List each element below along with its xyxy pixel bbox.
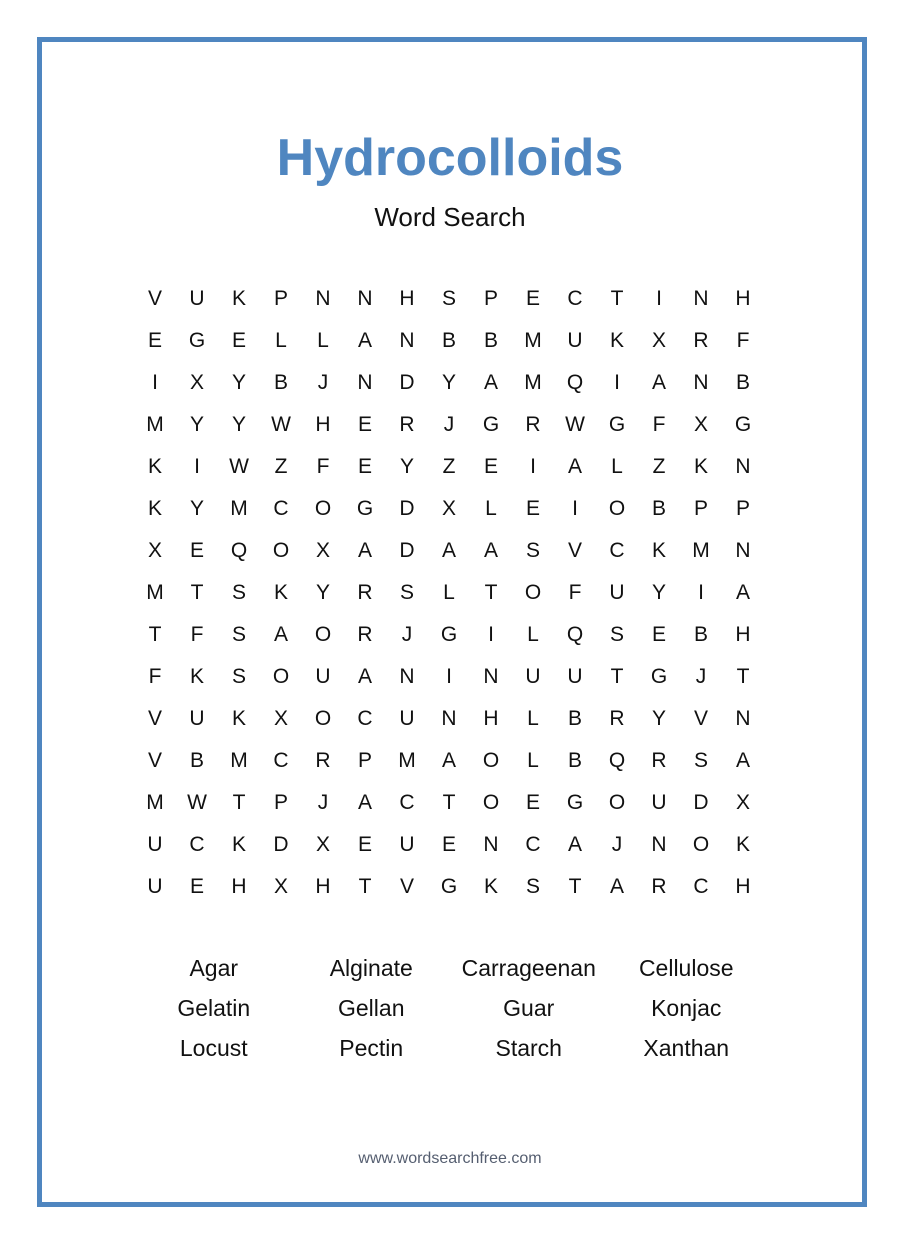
grid-cell[interactable]: K: [651, 539, 666, 562]
grid-cell[interactable]: G: [440, 623, 458, 646]
grid-cell[interactable]: N: [693, 371, 709, 394]
grid-cell[interactable]: E: [483, 455, 498, 478]
grid-cell[interactable]: V: [147, 707, 162, 730]
grid-cell[interactable]: E: [441, 833, 456, 856]
grid-cell[interactable]: N: [399, 329, 415, 352]
grid-cell[interactable]: X: [273, 707, 288, 730]
grid-cell[interactable]: Y: [651, 581, 666, 604]
grid-cell[interactable]: X: [441, 497, 456, 520]
grid-cell[interactable]: X: [651, 329, 666, 352]
word-list-item: Guar: [503, 994, 555, 1021]
grid-cell[interactable]: C: [567, 287, 583, 310]
grid-cell[interactable]: Y: [651, 707, 666, 730]
grid-cell[interactable]: U: [609, 581, 625, 604]
grid-cell[interactable]: N: [483, 833, 499, 856]
grid-cell[interactable]: Y: [189, 413, 204, 436]
word-list-item: Starch: [495, 1034, 562, 1061]
grid-cell[interactable]: B: [693, 623, 708, 646]
grid-cell[interactable]: P: [273, 791, 288, 814]
grid-cell[interactable]: P: [693, 497, 708, 520]
grid-cell[interactable]: X: [147, 539, 162, 562]
grid-cell[interactable]: R: [525, 413, 541, 436]
grid-cell[interactable]: R: [357, 623, 373, 646]
grid-cell[interactable]: L: [527, 623, 539, 646]
word-list-item: Konjac: [651, 994, 722, 1021]
grid-cell[interactable]: W: [271, 413, 291, 436]
grid-cell[interactable]: B: [651, 497, 666, 520]
grid-cell[interactable]: A: [357, 539, 372, 562]
word-list-item: Carrageenan: [461, 954, 596, 981]
grid-cell[interactable]: D: [399, 497, 415, 520]
grid-cell[interactable]: M: [692, 539, 710, 562]
grid-cell[interactable]: V: [567, 539, 582, 562]
word-list-item: Agar: [189, 954, 239, 981]
grid-cell[interactable]: F: [190, 623, 204, 646]
grid-cell[interactable]: I: [530, 455, 536, 478]
grid-cell[interactable]: U: [399, 707, 415, 730]
grid-cell[interactable]: M: [524, 329, 542, 352]
grid-cell[interactable]: V: [693, 707, 708, 730]
grid-cell[interactable]: A: [483, 539, 498, 562]
word-list-item: Cellulose: [638, 954, 734, 981]
grid-cell[interactable]: F: [736, 329, 750, 352]
grid-cell[interactable]: F: [316, 455, 330, 478]
grid-cell[interactable]: B: [273, 371, 288, 394]
grid-cell[interactable]: I: [656, 287, 662, 310]
grid-cell[interactable]: Z: [442, 455, 456, 478]
grid-cell[interactable]: G: [608, 413, 626, 436]
grid-cell[interactable]: T: [442, 791, 456, 814]
grid-cell[interactable]: T: [610, 287, 624, 310]
grid-cell[interactable]: M: [146, 413, 164, 436]
letter-grid: [134, 278, 764, 908]
grid-cell[interactable]: U: [147, 833, 163, 856]
grid-cell[interactable]: A: [483, 371, 498, 394]
grid-cell[interactable]: O: [482, 791, 500, 814]
grid-cell[interactable]: G: [734, 413, 752, 436]
grid-cell[interactable]: P: [735, 497, 750, 520]
grid-cell[interactable]: T: [148, 623, 162, 646]
grid-cell[interactable]: D: [273, 833, 289, 856]
word-list-item: Gelatin: [177, 994, 251, 1021]
grid-cell[interactable]: G: [440, 875, 458, 898]
grid-cell[interactable]: A: [567, 455, 582, 478]
grid-cell[interactable]: C: [609, 539, 625, 562]
grid-cell[interactable]: R: [357, 581, 373, 604]
grid-cell[interactable]: U: [189, 707, 205, 730]
grid-cell[interactable]: A: [609, 875, 624, 898]
grid-cell[interactable]: E: [525, 791, 540, 814]
grid-cell[interactable]: N: [441, 707, 457, 730]
grid-cell[interactable]: O: [608, 497, 626, 520]
grid-cell[interactable]: V: [147, 287, 162, 310]
word-list: [135, 948, 765, 1068]
grid-cell[interactable]: U: [147, 875, 163, 898]
grid-cell[interactable]: O: [608, 791, 626, 814]
grid-cell[interactable]: E: [651, 623, 666, 646]
grid-cell[interactable]: X: [273, 875, 288, 898]
grid-cell[interactable]: M: [146, 791, 164, 814]
grid-cell[interactable]: E: [525, 287, 540, 310]
grid-cell[interactable]: Y: [399, 455, 414, 478]
grid-cell[interactable]: C: [525, 833, 541, 856]
grid-cell[interactable]: M: [146, 581, 164, 604]
grid-cell[interactable]: E: [357, 413, 372, 436]
grid-cell[interactable]: R: [315, 749, 331, 772]
grid-cell[interactable]: W: [565, 413, 585, 436]
footer-url[interactable]: www.wordsearchfree.com: [358, 1150, 542, 1167]
grid-cell[interactable]: B: [567, 707, 582, 730]
grid-cell[interactable]: F: [148, 665, 162, 688]
grid-cell[interactable]: R: [609, 707, 625, 730]
grid-cell[interactable]: H: [315, 413, 331, 436]
grid-cell[interactable]: R: [651, 875, 667, 898]
grid-cell[interactable]: U: [651, 791, 667, 814]
grid-cell[interactable]: N: [735, 539, 751, 562]
grid-cell[interactable]: K: [273, 581, 288, 604]
grid-cell[interactable]: O: [314, 707, 332, 730]
grid-cell[interactable]: S: [231, 665, 246, 688]
grid-cell[interactable]: K: [231, 707, 246, 730]
grid-cell[interactable]: N: [735, 455, 751, 478]
grid-cell[interactable]: C: [273, 749, 289, 772]
grid-cell[interactable]: T: [232, 791, 246, 814]
grid-cell[interactable]: G: [650, 665, 668, 688]
grid-cell[interactable]: D: [693, 791, 709, 814]
grid-cell[interactable]: Y: [231, 413, 246, 436]
grid-cell[interactable]: H: [735, 287, 751, 310]
grid-cell[interactable]: V: [147, 749, 162, 772]
grid-cell[interactable]: B: [567, 749, 582, 772]
grid-cell[interactable]: T: [610, 665, 624, 688]
grid-cell[interactable]: P: [357, 749, 372, 772]
grid-cell[interactable]: I: [446, 665, 452, 688]
grid-cell[interactable]: K: [735, 833, 750, 856]
grid-cell[interactable]: E: [189, 539, 204, 562]
grid-cell[interactable]: E: [357, 833, 372, 856]
grid-cell[interactable]: U: [525, 665, 541, 688]
grid-cell[interactable]: K: [147, 497, 162, 520]
grid-cell[interactable]: N: [651, 833, 667, 856]
grid-cell[interactable]: K: [231, 833, 246, 856]
word-list-item: Locust: [179, 1034, 248, 1061]
grid-cell[interactable]: S: [231, 623, 246, 646]
grid-cell[interactable]: A: [441, 539, 456, 562]
grid-cell[interactable]: Q: [566, 371, 584, 394]
grid-cell[interactable]: L: [275, 329, 287, 352]
grid-cell[interactable]: Y: [231, 371, 246, 394]
grid-cell[interactable]: L: [485, 497, 497, 520]
grid-cell[interactable]: R: [399, 413, 415, 436]
grid-cell[interactable]: D: [399, 539, 415, 562]
grid-cell[interactable]: K: [189, 665, 204, 688]
grid-cell[interactable]: M: [398, 749, 416, 772]
grid-cell[interactable]: Y: [315, 581, 330, 604]
grid-cell[interactable]: S: [693, 749, 708, 772]
grid-cell[interactable]: N: [357, 287, 373, 310]
word-list-item: Pectin: [339, 1034, 404, 1061]
grid-cell[interactable]: H: [315, 875, 331, 898]
grid-cell[interactable]: O: [272, 665, 290, 688]
grid-cell[interactable]: A: [651, 371, 666, 394]
grid-cell[interactable]: H: [399, 287, 415, 310]
grid-cell[interactable]: L: [317, 329, 329, 352]
grid-cell[interactable]: P: [273, 287, 288, 310]
grid-cell[interactable]: I: [698, 581, 704, 604]
grid-cell[interactable]: A: [567, 833, 582, 856]
grid-cell[interactable]: L: [527, 707, 539, 730]
grid-cell[interactable]: B: [189, 749, 204, 772]
grid-cell[interactable]: V: [399, 875, 414, 898]
grid-cell[interactable]: O: [314, 497, 332, 520]
grid-cell[interactable]: O: [524, 581, 542, 604]
grid-cell[interactable]: A: [735, 581, 750, 604]
grid-cell[interactable]: N: [483, 665, 499, 688]
grid-cell[interactable]: R: [693, 329, 709, 352]
grid-cell[interactable]: E: [525, 497, 540, 520]
grid-cell[interactable]: U: [567, 329, 583, 352]
grid-cell[interactable]: E: [189, 875, 204, 898]
grid-cell[interactable]: B: [441, 329, 456, 352]
grid-cell[interactable]: G: [566, 791, 584, 814]
grid-cell[interactable]: I: [488, 623, 494, 646]
grid-cell[interactable]: H: [735, 875, 751, 898]
grid-cell[interactable]: L: [443, 581, 455, 604]
grid-cell[interactable]: N: [693, 287, 709, 310]
grid-cell[interactable]: X: [315, 539, 330, 562]
grid-cell[interactable]: J: [695, 665, 707, 688]
grid-cell[interactable]: N: [735, 707, 751, 730]
grid-cell[interactable]: P: [483, 287, 498, 310]
grid-cell[interactable]: M: [524, 371, 542, 394]
grid-cell[interactable]: U: [399, 833, 415, 856]
grid-cell[interactable]: S: [441, 287, 456, 310]
grid-cell[interactable]: S: [525, 875, 540, 898]
grid-cell[interactable]: E: [147, 329, 162, 352]
grid-cell[interactable]: H: [231, 875, 247, 898]
grid-cell[interactable]: K: [609, 329, 624, 352]
grid-cell[interactable]: S: [525, 539, 540, 562]
puzzle-subtitle: Word Search: [374, 202, 526, 232]
grid-cell[interactable]: R: [651, 749, 667, 772]
grid-cell[interactable]: K: [147, 455, 162, 478]
grid-cell[interactable]: X: [735, 791, 750, 814]
grid-cell[interactable]: H: [483, 707, 499, 730]
grid-cell[interactable]: T: [484, 581, 498, 604]
grid-cell[interactable]: T: [190, 581, 204, 604]
grid-cell[interactable]: Y: [189, 497, 204, 520]
grid-cell[interactable]: Q: [230, 539, 248, 562]
grid-cell[interactable]: J: [401, 623, 413, 646]
grid-cell[interactable]: L: [611, 455, 623, 478]
grid-cell[interactable]: H: [735, 623, 751, 646]
grid-cell[interactable]: Q: [566, 623, 584, 646]
grid-cell[interactable]: S: [231, 581, 246, 604]
grid-cell[interactable]: S: [609, 623, 624, 646]
grid-cell[interactable]: O: [272, 539, 290, 562]
grid-cell[interactable]: T: [736, 665, 750, 688]
grid-cell[interactable]: J: [611, 833, 623, 856]
grid-cell[interactable]: M: [230, 749, 248, 772]
grid-cell[interactable]: G: [482, 413, 500, 436]
grid-cell[interactable]: J: [317, 371, 329, 394]
grid-cell[interactable]: G: [356, 497, 374, 520]
grid-cell[interactable]: I: [194, 455, 200, 478]
grid-cell[interactable]: A: [357, 665, 372, 688]
grid-cell[interactable]: Z: [652, 455, 666, 478]
grid-cell[interactable]: B: [483, 329, 498, 352]
grid-cell[interactable]: X: [189, 371, 204, 394]
grid-cell[interactable]: J: [317, 791, 329, 814]
grid-cell[interactable]: U: [315, 665, 331, 688]
grid-cell[interactable]: W: [229, 455, 249, 478]
grid-cell[interactable]: T: [568, 875, 582, 898]
grid-cell[interactable]: O: [482, 749, 500, 772]
grid-cell[interactable]: O: [314, 623, 332, 646]
grid-cell[interactable]: N: [315, 287, 331, 310]
grid-cell[interactable]: U: [189, 287, 205, 310]
grid-cell[interactable]: A: [357, 791, 372, 814]
grid-cell[interactable]: E: [357, 455, 372, 478]
word-list-item: Alginate: [329, 954, 413, 981]
grid-cell[interactable]: G: [188, 329, 206, 352]
grid-cell[interactable]: A: [441, 749, 456, 772]
grid-cell[interactable]: C: [399, 791, 415, 814]
grid-cell[interactable]: Z: [274, 455, 288, 478]
grid-cell[interactable]: O: [692, 833, 710, 856]
grid-cell[interactable]: T: [358, 875, 372, 898]
grid-cell[interactable]: M: [230, 497, 248, 520]
word-list-item: Gellan: [338, 994, 405, 1021]
puzzle-title: Hydrocolloids: [276, 129, 624, 187]
grid-cell[interactable]: X: [315, 833, 330, 856]
word-list-item: Xanthan: [643, 1034, 730, 1061]
grid-cell[interactable]: L: [527, 749, 539, 772]
grid-cell[interactable]: X: [693, 413, 708, 436]
grid-cell[interactable]: W: [187, 791, 207, 814]
grid-cell[interactable]: S: [399, 581, 414, 604]
grid-cell[interactable]: N: [357, 371, 373, 394]
grid-cell[interactable]: K: [483, 875, 498, 898]
grid-cell[interactable]: C: [189, 833, 205, 856]
grid-cell[interactable]: A: [273, 623, 288, 646]
grid-cell[interactable]: C: [273, 497, 289, 520]
grid-cell[interactable]: D: [399, 371, 415, 394]
grid-cell[interactable]: I: [614, 371, 620, 394]
grid-cell[interactable]: C: [693, 875, 709, 898]
grid-cell[interactable]: E: [231, 329, 246, 352]
grid-cell[interactable]: I: [572, 497, 578, 520]
grid-cell[interactable]: A: [735, 749, 750, 772]
grid-cell[interactable]: B: [735, 371, 750, 394]
grid-cell[interactable]: J: [443, 413, 455, 436]
grid-cell[interactable]: A: [357, 329, 372, 352]
grid-cell[interactable]: K: [693, 455, 708, 478]
grid-cell[interactable]: Y: [441, 371, 456, 394]
grid-cell[interactable]: I: [152, 371, 158, 394]
grid-cell[interactable]: Q: [608, 749, 626, 772]
grid-cell[interactable]: K: [231, 287, 246, 310]
grid-cell[interactable]: F: [568, 581, 582, 604]
grid-cell[interactable]: U: [567, 665, 583, 688]
grid-cell[interactable]: C: [357, 707, 373, 730]
grid-cell[interactable]: F: [652, 413, 666, 436]
grid-cell[interactable]: N: [399, 665, 415, 688]
